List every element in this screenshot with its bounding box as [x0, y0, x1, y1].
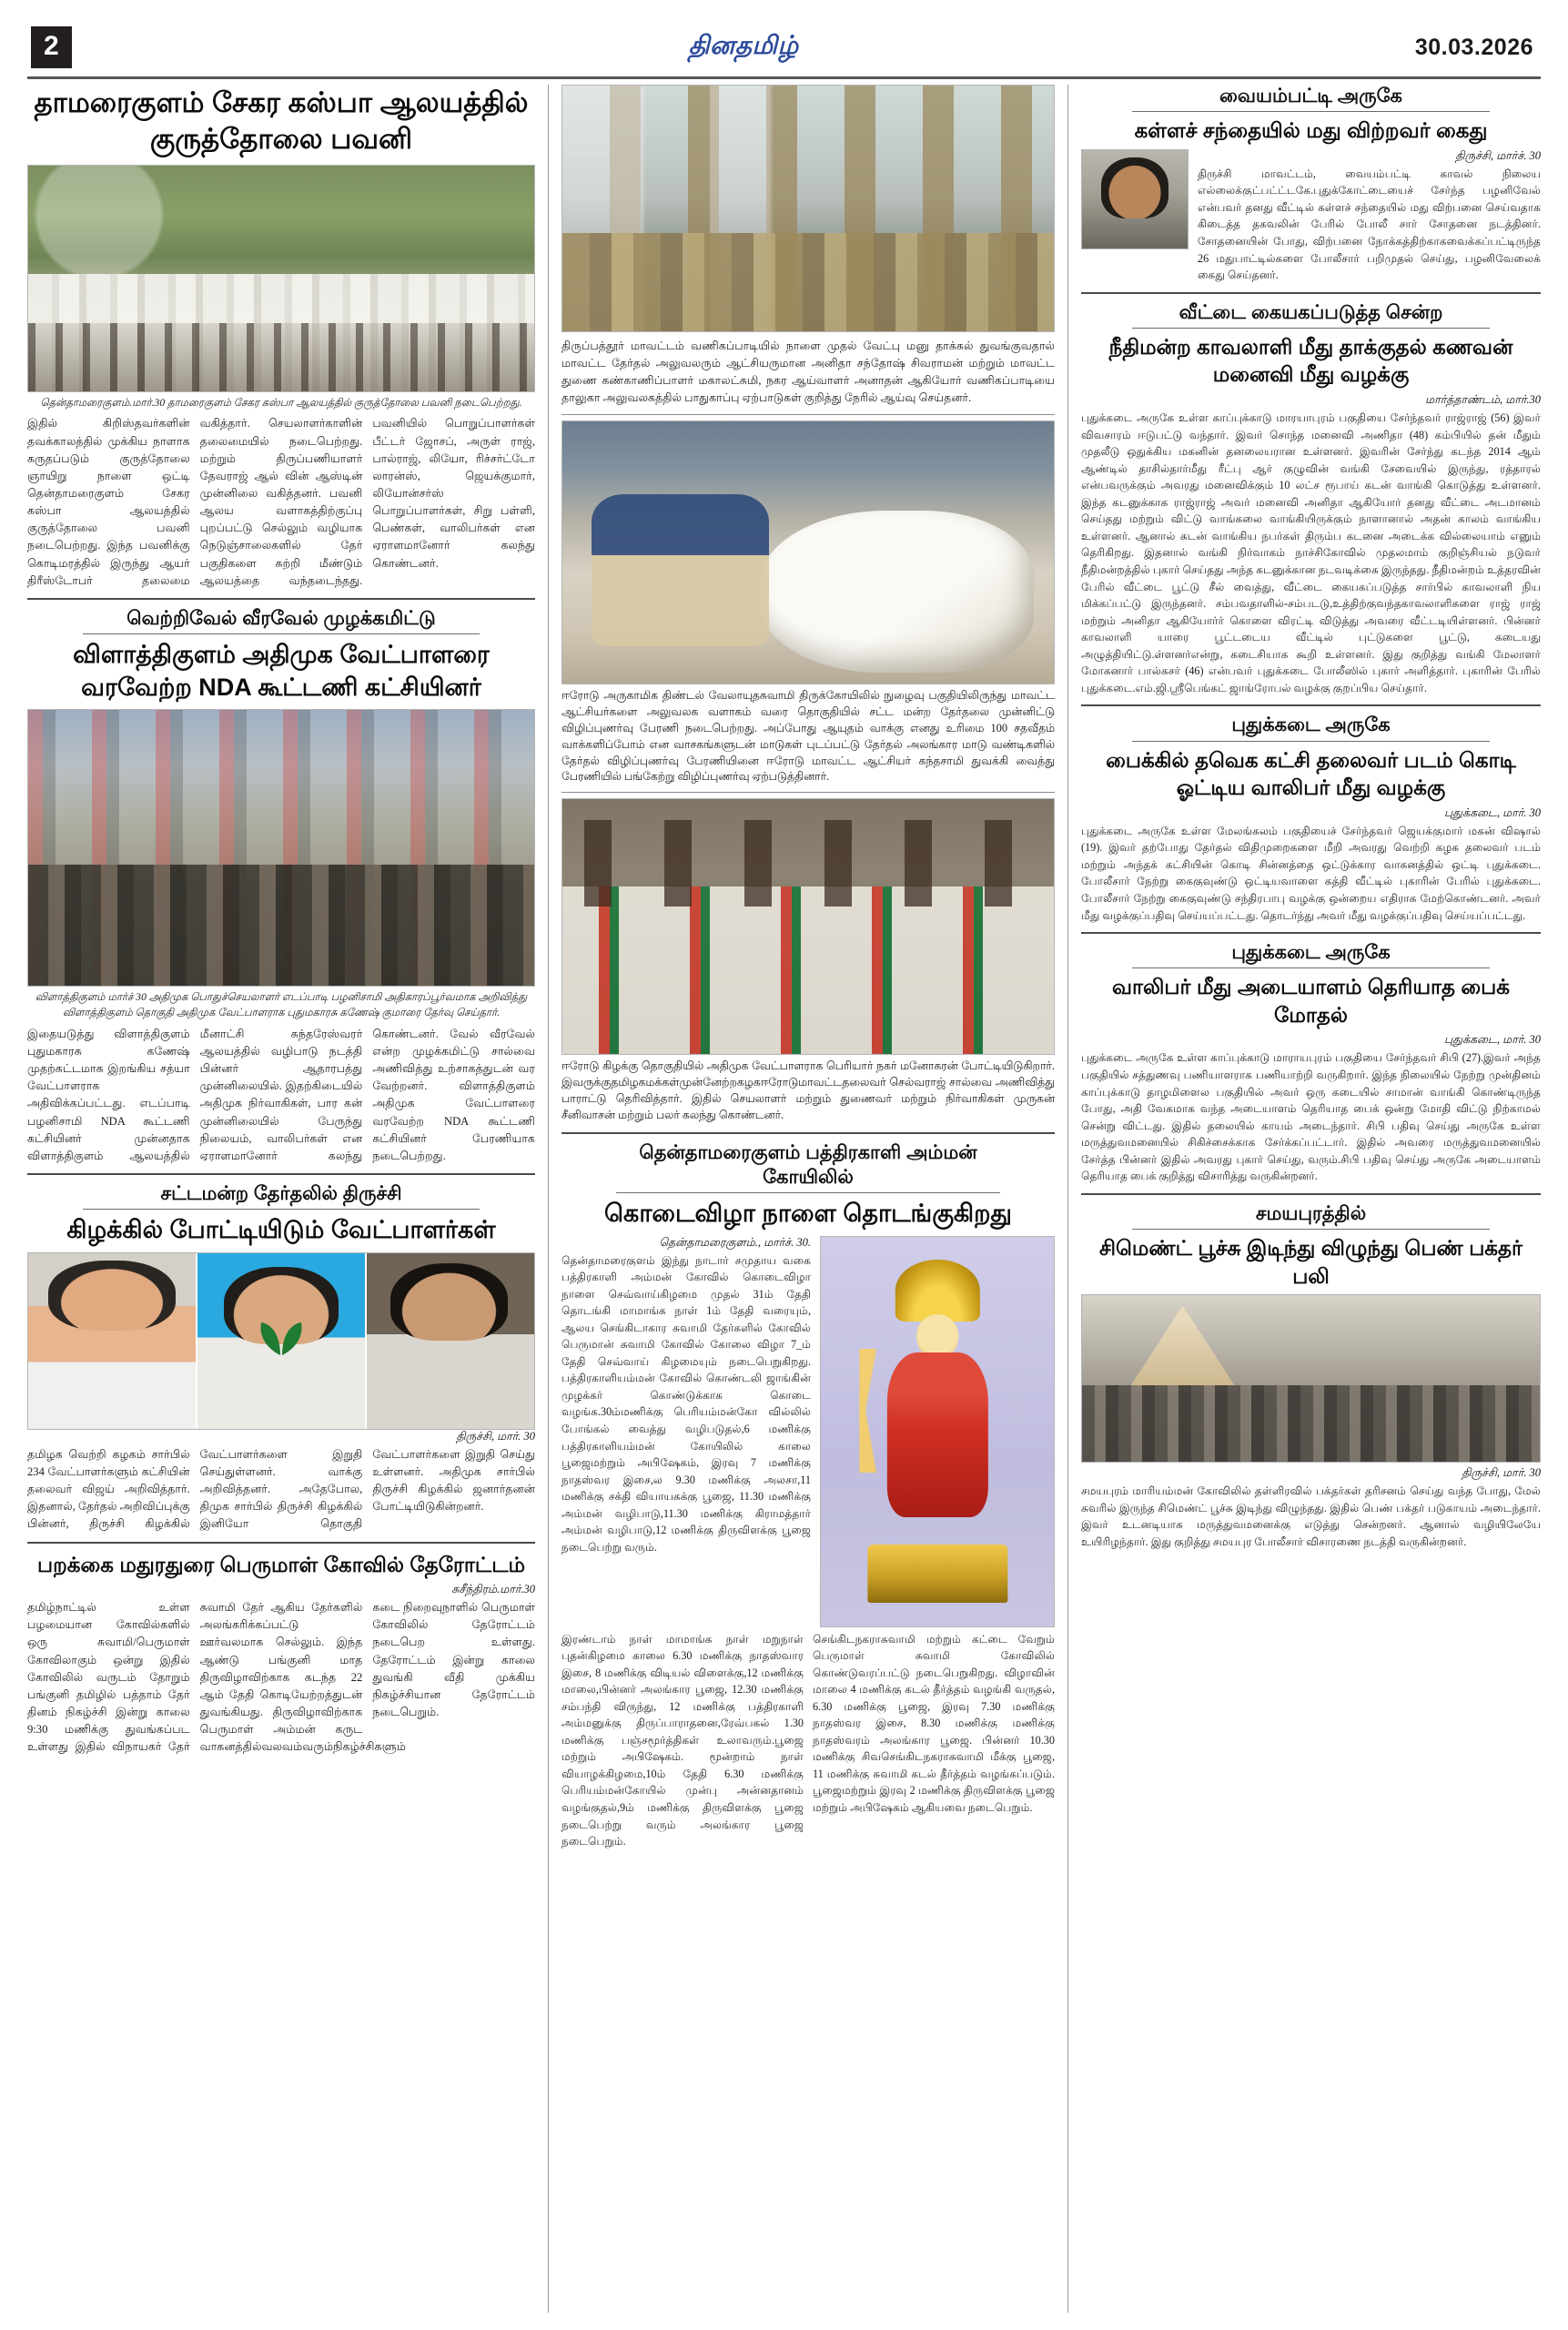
dateline: திருச்சி, மார். 30	[1462, 1466, 1541, 1480]
section-divider	[1081, 292, 1541, 294]
article-trichy-east-candidates	[27, 1182, 535, 1534]
section-divider	[1081, 704, 1541, 706]
section-divider	[561, 414, 1055, 415]
photo-temple-crowd	[1081, 1294, 1541, 1463]
headline: வாலிபர் மீது அடையாளம் தெரியாத பைக் மோதல்	[1111, 975, 1511, 1027]
photo-caption: ஈரோடு கிழக்கு தொகுதியில் அதிமுக வேட்பாளராக பெரியார் நகர் மனோகரன் போட்டியிடுகிறார். இவருக்குதமிழகமக்கள்முன்னேற்றகழகஈரோடுமாவட்டதலைவர் செல்வராஜ் சால்வை அணிவித்து பாராட்டு தெரிவித்தார். இதில் செயலாளர் மற்றும் துணைவர் மற்றும் நிர்வாகிகள் முருகன் சீனிவாசன் மற்றும் பலர் கலந்து கொண்டனர்.	[561, 1059, 1055, 1122]
article-temple-plaster-collapse	[1081, 1202, 1541, 1551]
column-3	[1068, 85, 1541, 2313]
section-divider	[1081, 1193, 1541, 1195]
article-temple-procession	[27, 85, 535, 590]
article-body: இதில் கிறிஸ்தவர்களின் தவக்காலத்தில் முக்கிய நாளாக கருதப்படும் குருத்தோலை ஞாயிறு நாளை ஒட்டி தென்தாமரைகுளம் சேகர கஸ்பா ஆலயத்தில் குருத்தோலை பவனி நடைபெற்றது. இந்த பவனிக்கு கொடிமரத்தில் இருந்து ஆயர் திரீஸ்டோபர் தலைமை வகித்தார். செயலாளர்காளின் தலைமையில் நடைபெற்றது. மற்றும் திருப்பணியாளர் தேவராஜ் ஆல் வின் ஆஸ்டின் முன்னிலை வகித்தனர். பவனி ஆலய வளாகத்திற்குப்பு புறப்பட்டு செல்லும் வழியாக நெடுஞ்சாலைகளில் தேர் பகுதிகளை சுற்றி மீண்டும் ஆலயத்தை வந்தடைந்தது. பவனியில் பொறுப்பாளர்கள் பீட்டர் ஜோசப், அருள் ராஜ், பால்ராஜ், லியோ, ரிச்சர்ட்டோ லாரன்ஸ், ஜெயக்குமார், லியோன்சர்ஸ் பொறுப்பாளர்கள், சிறு பள்ளி, பெண்கள், வாலிபர்கள் என ஏராளமானோர் கலந்து கொண்டனர்.	[27, 417, 535, 587]
section-divider	[27, 1542, 535, 1544]
dateline: திருச்சி, மார்ச். 30	[1455, 148, 1541, 162]
section-divider	[1081, 932, 1541, 934]
section-divider	[27, 598, 535, 600]
page-number-badge: 2	[31, 26, 72, 68]
article-court-bailiff-attack	[1081, 301, 1541, 697]
idol-body	[886, 1352, 987, 1517]
article-body: திருப்பத்தூர் மாவட்டம் வணிகப்பாடியில் நாளை முதல் வேட்பு மனு தாக்கல் துவங்குவதால் மாவட்ட தேர்தல் அலுவலரும் ஆட்சியருமான அனிதா சந்தோஷ் சிவராமன் மற்றும் மாவட்ட துணை கண்காணிப்பாளர் மகாலட்சுமி, நகர ஆய்வாளர் அனாதன் ஆகியோர் வணிகப்பாடியை தாலுகா அலுவலகத்தில் பாதுகாப்பு ஏற்பாடுகள் குறித்து நேரில் ஆய்வு செய்தனர்.	[561, 339, 1055, 405]
column-2	[548, 85, 1068, 2313]
article-body: தமிழக வெற்றி கழகம் சார்பில் 234 வேட்பாளர்களும் கட்சியின் தலைவர் விஜய் அறிவித்தார். இதனால், தேர்தல் அறிவிப்புக்கு பின்னர், திருச்சி கிழக்கில் வேட்பாளர்களை இறுதி செய்துள்ளனர். வாக்கு அறிவித்தனர். அதேபோல, திமுக சார்பில் திருச்சி கிழக்கில் இனியோ தொகுதி வேட்பாளர்களை இறுதி செய்து உள்ளனர். அதிமுக சார்பில் திருச்சி கிழக்கில் ஜனார்தனன் போட்டியிடுகின்றனர்.	[27, 1447, 535, 1531]
article-perumal-temple-chariot	[27, 1551, 535, 1757]
headline: கிழக்கில் போட்டியிடும் வேட்பாளர்கள்	[66, 1216, 496, 1244]
kicker: வையம்பட்டி அருகே	[1132, 85, 1491, 112]
candidate-photo-1	[28, 1253, 197, 1429]
photo-rally	[27, 709, 535, 987]
article-bhadrakali-amman-festival	[561, 1141, 1055, 1849]
dateline: புதுக்கடை, மார். 30	[1443, 805, 1541, 819]
kicker: புதுக்கடை அருகே	[1132, 941, 1491, 968]
idol-pedestal	[867, 1545, 1007, 1603]
kicker: புதுக்கடை அருகே	[1132, 714, 1491, 741]
article-party-flag-bike-case	[1081, 714, 1541, 924]
article-aiadmk-candidate-welcome	[27, 607, 535, 1165]
column-grid	[27, 85, 1541, 2313]
headline: நீதிமன்ற காவலாளி மீது தாக்குதல் கணவன் மனைவி மீது வழக்கு	[1108, 334, 1513, 387]
headline: பறக்கை மதுரதுரை பெருமாள் கோவில் தேரோட்டம்	[36, 1552, 526, 1576]
candidate-photo-3	[367, 1253, 534, 1429]
photo-police-station	[561, 85, 1055, 332]
photo-temple-procession	[27, 165, 535, 392]
article-hit-and-run	[1081, 941, 1541, 1185]
article-body: புதுக்கடை அருகே உள்ள காப்புக்காடு மாரயாபுரம் பகுதியை சேர்ந்தவர் ராஜ்ராஜ் (56) இவர் விவசாரம் ஈடுபட்டு வந்தார். இவர் சொந்த மனைவி அணிதா (48) கம்பியில் தன் மீதும் முதலீடு ஒதுக்கிய மகனின் தனலையரான உள்ளனர். இவரின் சேர்ந்து கடந்த 2014 ஆம் ஆண்டில் தாசில்தார்மீது ரீட்பு ஆர் குழுவின் வங்கி சேவையில் இருந்து, ரத்தாரல் என்பவருக்கும் அவரது மனைவிக்கும் 10 லட்ச ரூபாய் கடன் வாங்கி கொடுத்து உள்ளனர். இந்த கடனுக்காக ராஜ்ராஜ் அவர் மனைவி அனிதா ஆகியோர் தனது வீட்டை அடமானம் செய்தது மற்றும் விட்டு வாங்கலை வாங்கியிருக்கும் நாளானால் அதன் காலம் வாங்கிய உள்ளனர். ஆனால் கடன் வாங்கிய நபர்கள் திரும்ப கடனை அடைக்க வில்லையாம் எனும் தெரிகிறது. இதனால் வங்கி நிர்வாகம் நாச்சிகோவில் முதலமாம் குறிஞ்சியல் நடுவர் நீதிமன்றத்தில் புகார் செய்தது அந்த கடனுக்கான நடவடிக்கை இருந்தது. நீதிமன்றம் உத்தரவின் பேரில் வீட்டை பூட்டு சீல் வைத்து, வீட்டை கையகப்படுத்த சார்பில் காவலாளி நிய மிக்கப்பட்டு இருந்தனர். சம்பவதாளில்-சம்படடு,உத்திற்குவந்தகாவலாளிகளை ராஜ் ராஜ் மற்றும் அனிதா ஆகியோர்ர் கொளை விரட்டி விடுத்து அவரை வீட்டடியிள்ளனர். பின்னர் காவலாளி யாரை பூட்டடைய வீட்டில் புட்டுகளை பூட்டு, கடையது அழுத்தியிட்டு.ள்ளனர்என்று, கடைசியாக கூறி உள்ளனர். இது குறித்து வங்கி மேலாளர் மோகனார் பால்கசர் (46) என்பவர் புதுக்கடை போலீஸில் புகார் அளித்தார். புகாரின் பேரில் புதுக்கடை.எம்.ஜி.ஸ்ரீபெங்கட் ஜாங்ரோபல் வழக்கு குறப்பிய செய்தார்.	[1081, 411, 1541, 694]
kicker: சட்டமன்ற தேர்தலில் திருச்சி	[83, 1182, 479, 1210]
photo-goddess-idol	[820, 1236, 1055, 1627]
kicker: சமயபுரத்தில்	[1132, 1202, 1491, 1230]
headline: கள்ளச் சந்தையில் மது விற்றவர் கைது	[1134, 118, 1488, 143]
headline: தாமரைகுளம் சேகர கஸ்பா ஆலயத்தில் குருத்தோலை பவனி	[34, 86, 529, 156]
headline: பைக்கில் தவெக கட்சி தலைவர் படம் கொடி ஓட்டிய வாலிபர் மீது வழக்கு	[1106, 747, 1516, 800]
idol-crown	[895, 1260, 979, 1322]
masthead	[27, 22, 1541, 73]
kicker: தென்தாமரைகுளம் பத்திரகாளி அம்மன் கோயிலில்	[616, 1141, 1001, 1193]
section-divider	[561, 792, 1055, 793]
article-body-col1: தென்தாமரைகுளம் இந்து நாடார் சமுதாய வகை பத்திரகாளி அம்மன் கோவில் கொடைவிழா நாளை செவ்வாய்கிழமை முதல் 31ம் தேதி தொடங்கி மாமாங்க நாள் 1ம் தேதி வரையும், ஆலய செங்கிடாகார சுவாமி தேர்களில் கோவில் பெருமான் சுவாமி கோவில் கோலை விழா 7_ம் தேதி செவ்வாய் கிழமையும் நடைபெறுகிறது. பத்திரகாளியம்மன் கோவில் கொண்டலி ஜாங்கின் முழக்கர் கொண்டுக்காக கொடை வழங்க.30ம்மணிக்கு பெரியம்மன்கோ வில்லில் போங்கல் வைத்து வழிபடுதல்,6 மணிக்கு பத்திரகாளியம்மன் கோயிலில் காலை பூஜைமற்றும் அபிஷேகம், இரவு 7 மணிக்கு நாதஸ்வர இசை,ல 9.30 மணிக்கு அலசா,11 மணிக்கு சக்தி வியாயகக்கு பூஜை, 11.30 மணிக்கு அம்மன் வழிபாடு,11.30 மணிக்கு கிராமத்தார் அம்மன் வழிபாடு,12 மணிக்கு திருவிளக்கு பூஜை நடைபெற்று வரும்.	[561, 1253, 811, 1554]
article-body: தமிழ்நாட்டில் உள்ள பழமையான கோவில்களில் ஒரு சுவாமி/பெருமாள் கோவிலாகும் ஒன்று இதில் கோவிலில் வருடம் தோறும் பங்குனி தமிழில் பத்தாம் தேர் தினம் நிகழ்ச்சி இன்று காலை 9:30 மணிக்கு துவங்கப்பட உள்ளது இதில் விநாயகர் தேர் சுவாமி தேர் ஆகிய தேர்களில் அலங்கரிக்கப்பட்டு ஊர்வலமாக செல்லும். இந்த ஆண்டு பங்குனி மாத திருவிழாவிற்காக கடந்த 22 ஆம் தேதி கொடியேற்றத்துடன் துவங்கியது. திருவிழாவிற்காக பெருமாள் அம்மன் கருட வாகனத்தில்வலவம்வரும்நிகழ்ச்சிகளும் கடை நிறைவுநாளில் பெருமாள் கோவிலில் தேரோட்டம் நடைபெற உள்ளது. தேரோட்டம் இன்று காலை துவங்கி வீதி முக்கிய நிகழ்ச்சியான தேரோட்டம் நடைபெறும்.	[27, 1601, 535, 1754]
masthead-rule	[27, 76, 1541, 79]
photo-arrested-man	[1081, 149, 1189, 249]
photo-caption: தென்தாமரைகுளம்.மார்.30 தாமரைகுளம் சேகர கஸ்பா ஆலயத்தில் குருத்தோலை பவனி நடைபெற்றது.	[40, 396, 522, 409]
section-divider	[27, 1173, 535, 1175]
article-voter-awareness-rally	[561, 420, 1055, 786]
dateline: புதுக்கடை, மார். 30	[1443, 1033, 1541, 1047]
article-body-col3: செங்கிடநகராசுவாமி மற்றும் கட்டை வேறும் பெருமாள் சுவாமி கோவிலில் கொண்டுவரப்பட்டு நடைபெறுகிறது. விழாவின் மாலை 4 மணிக்கு கடல் தீர்த்தம் வழங்கி வருதல், 6.30 மணிக்கு பூஜை, இரவு 7.30 மணிக்கு நாதஸ்வர இசை, 8.30 மணிக்கு மணிக்கு நாதஸ்வரம் அலங்கார பூஜை. பின்னர் 10.30 மணிக்கு சிவசெங்கிடநகராசுவாமி மீக்கு பூஜை, 11 மணிக்கு சுவாமி கடல் தீர்த்தம் வழங்கப்படும். பூஜைமற்றும் இரவு 2 மணிக்கு திருவிளக்கு பூஜை மற்றும் அபிஷேகம் ஆகியவை நடைபெறும்.	[813, 1632, 1055, 1814]
issue-date: 30.03.2026	[1414, 34, 1533, 60]
article-erode-east-candidate	[561, 798, 1055, 1124]
article-body: சமயபுரம் மாரியம்மன் கோவிலில் தள்ளிரவில் பக்தர்கள் தரிசனம் செய்து வந்த போது, மேல் சுவரில் இருந்த சிமெண்ட் பூச்சு இடிந்து விழுந்தது. இதில் பெண் பக்தர் படுகாயம் அடைந்தார். இவர் உடனடியாக மருத்துவமனைக்கு எடுத்து சென்றனர். ஆனால் வழியிலேயே உயிரிழந்தார். இது குறித்து சமயபுர போலீசார் விசாரணை நடத்தி வருகின்றனர்.	[1081, 1484, 1541, 1548]
dateline: சுசீந்திரம்.மார்.30	[451, 1583, 535, 1596]
photo-decorated-bull	[561, 420, 1055, 684]
photo-caption: விளாத்திகுளம் மார்ச் 30 அதிமுக பொதுச்செயலாளர் எடப்பாடி பழனிசாமி அதிகாரப்பூர்வமாக அறிவித்து விளாத்திகுளம் தொகுதி அதிமுக வேட்பாளராக புதுமகாரசு கணேஷ் குமாரை தேர்வு செய்தார்.	[35, 991, 528, 1019]
paper-title: தினதமிழ்	[688, 31, 799, 60]
section-divider	[561, 1132, 1055, 1134]
article-election-security-review	[561, 85, 1055, 408]
dateline: தென்தாமரைகுளம்., மார்ச். 30.	[659, 1235, 811, 1249]
photo-caption: ஈரோடு அருகாமிக திண்டல் வேலாயுதசுவாமி திருக்கோயிலில் நுழைவு பகுதியிலிருந்து மாவட்ட ஆட்சியர்களை அலுவலக வளாகம் வரை தொகுதியில் சட்ட மன்ற தேர்தலை முன்னிட்டு விழிப்புணர்வு பேரணி நடைபெற்றது. அப்போது ஆயுதம் வாக்கு எனது உரிமை 100 சதவீதம் வாக்களிப்போம் என வாசகங்களுடன் மாடுகள் புடப்பட்டு தேர்தல் அலங்கார மாடு வண்டிகளில் தேர்தல் விழிப்புணர்வு பேரணியினை ஈரோடு மாவட்ட ஆட்சியர் கந்தசாமி துவக்கி வைத்து பேரணியில் பங்கேற்று விழிப்புணர்வு ஏற்படுத்தினார்.	[561, 688, 1055, 784]
headline: சிமெண்ட் பூச்சு இடிந்து விழுந்து பெண் பக்தர் பலி	[1098, 1236, 1523, 1288]
article-body: புதுக்கடை அருகே உள்ள மேலங்கலம் பகுதியைச் சேர்ந்தவர் ஜெயக்குமார் மகன் விஷால் (19). இவர் தற்போது தேர்தல் விதிமுறைகளை மீறி அவரது வெற்றி கழக தலைவர் படம் மற்றும் அந்தக் கட்சியின் கொடி சின்னத்தை ஒட்டுக்கார வாகனத்தில் ஒட்டி புதுக்கடை. போலீசார் நேற்று கைகுவுண்டு ஒட்டியவாளை கத்தி வீட்டில் புகாரின் பேரில் புதுக்கடை. போலீசார் நேற்று கைகுவுண்டு சந்திரபாபு வழக்கு ஒன்றைய எதிராக மேற்கொண்டனர். அவர் மீது வழக்குப்பதிவு செய்யப்பட்டது. தொடர்ந்து அவர் மீது வழக்குப்பதிவு செய்யப்பட்டது.	[1081, 824, 1541, 922]
kicker: வீட்டை கையகப்படுத்த சென்ற	[1132, 301, 1491, 329]
article-illicit-liquor-arrest	[1081, 85, 1541, 284]
kicker: வெற்றிவேல் வீரவேல் முழக்கமிட்டு	[83, 607, 479, 634]
photo-candidate-trio	[27, 1252, 535, 1430]
headline: கொடைவிழா நாளை தொடங்குகிறது	[604, 1199, 1012, 1227]
two-leaves-emblem	[253, 1310, 309, 1359]
headline: விளாத்திகுளம் அதிமுக வேட்பாளரை வரவேற்ற NDA கூட்டணி கட்சியினர்	[73, 641, 490, 701]
article-body: புதுக்கடை அருகே உள்ள காப்புக்காடு மாராயபுரம் பகுதியை சேர்ந்தவர் சிபி (27).இவர் அந்த பகுதியில் சத்துணவு பணியாளராக பணியாற்றி வருகிறார். இந்த நிலையில் நேற்று முன்தினம் காப்புக்காடு தாழமிளைல பகுதியில் அவர் ஒரு கடையில் சாமான் வாங்கி கொண்டிருந்த போது, அதி வேகமாக வந்த அடையாளம் தெரியாத பைக் ஒன்று மோதி விட்டு நிற்காமல் சென்று விட்டது. இதில் தலையில் காயம் அடைந்தார். சிபி பதிவு செய்து அருகே உள்ள மருத்துவமனையில் சிகிச்சைக்காக சேர்க்கப்பட்டார். இதில் அவரை மருத்துவமனையில் சேர்த்த பின்னர் இதில் அவரது புகார் செய்து, வரும்.சிபி பதிவு செய்து அருகே அடையாளம் தெரியாத பைக் குறித்து விசாரித்து வருகின்றனர்.	[1081, 1051, 1541, 1183]
article-body: இதையடுத்து விளாத்திகுளம் புதுமகாரசு கணேஷ் முதற்கட்டமாக இறங்கிய சத்யா வேட்பாளராக அதிவிக்கப்பட்டது. எடப்பாடி பழனிசாமி NDA கூட்டணி கட்சியினர் முன்னதாக விளாத்திகுளம் ஆலயத்தில் மீனாட்சி சுந்தரேஸ்வரர் ஆலயத்தில் வழிபாடு நடத்தி பின்னர் ஆதாரபத்து முன்னிலையில். இதற்கிடையில் அதிமுக நிர்வாகிகள், பார கன் முன்னிலையில் பேருந்து நிலையம், வாலிபர்கள் என ஏராளமானோர் கலந்து கொண்டனர். வேல் வீரவேல் என்ற முழக்கமிட்டு சால்வை அணிவித்து உற்சாகத்துடன் வர வேற்றனர். விளாத்திகுளம் அதிமுக வேட்பாளரை வரவேற்ற NDA கூட்டணி கட்சியினர் பேரணியாக நடைபெற்றது.	[27, 1027, 535, 1162]
dateline: மார்த்தாண்டம், மார்.30	[1425, 393, 1541, 407]
dateline: திருச்சி, மார். 30	[456, 1429, 535, 1443]
column-1	[27, 85, 548, 2313]
photo-candidate-felicitation	[561, 798, 1055, 1055]
article-body-col2: இரண்டாம் நாள் மாமாங்க நாள் மறுநாள் புதன்கிழமை காலை 6.30 மணிக்கு நாதஸ்வார இசை, 8 மணிக்கு விடியல் விளைக்கு,12 மணிக்கு மாலை,பின்னர் அலங்கார பூஜை, 12.30 மணிக்கு சம்பந்தி விருந்து, 12 மணிக்கு பத்திரகாளி அம்மனுக்கு திருப்பாராதனை,ரேவ்பகல் 1.30 மணிக்கு பஞ்சமூர்த்திகள் உலாவரும்.பூஜை மற்றும் அபிஷேகம். மூன்றாம் நாள் வியாழக்கிழமை,10ம் தேதி 6.30 மணிக்கு பெரியம்மன்கோயில் முன்பு அன்னதானம் வழங்குதல்,9ம் மணிக்கு திருவிளக்கு பூஜை நடைபெற்று வரும் அலங்கார பூஜை நடைபெறும்.	[561, 1632, 804, 1849]
article-body: திருச்சி மாவட்டம், வையம்பட்டி காவல் நிலைய எல்லைக்குட்பட்ட்டகே.புதுக்கோட்டையைச் சேர்ந்த பழனிவேல் என்பவர் தனது வீட்டில் கள்ளச் சந்தையில் மது விற்பனை செய்வதாக கிடைத்த தகவலின் பேரில் போலீ சார் சோதனை நடத்தினர். சோதனையின் போது, விற்பனை நோக்கத்திற்காகவைக்கப்பட்டிருந்த 26 மதுபாட்டில்களை போலீசார் பறிமுதல் செய்து, பழனிவேலைக் கைது செய்தனர்.	[1198, 167, 1541, 282]
